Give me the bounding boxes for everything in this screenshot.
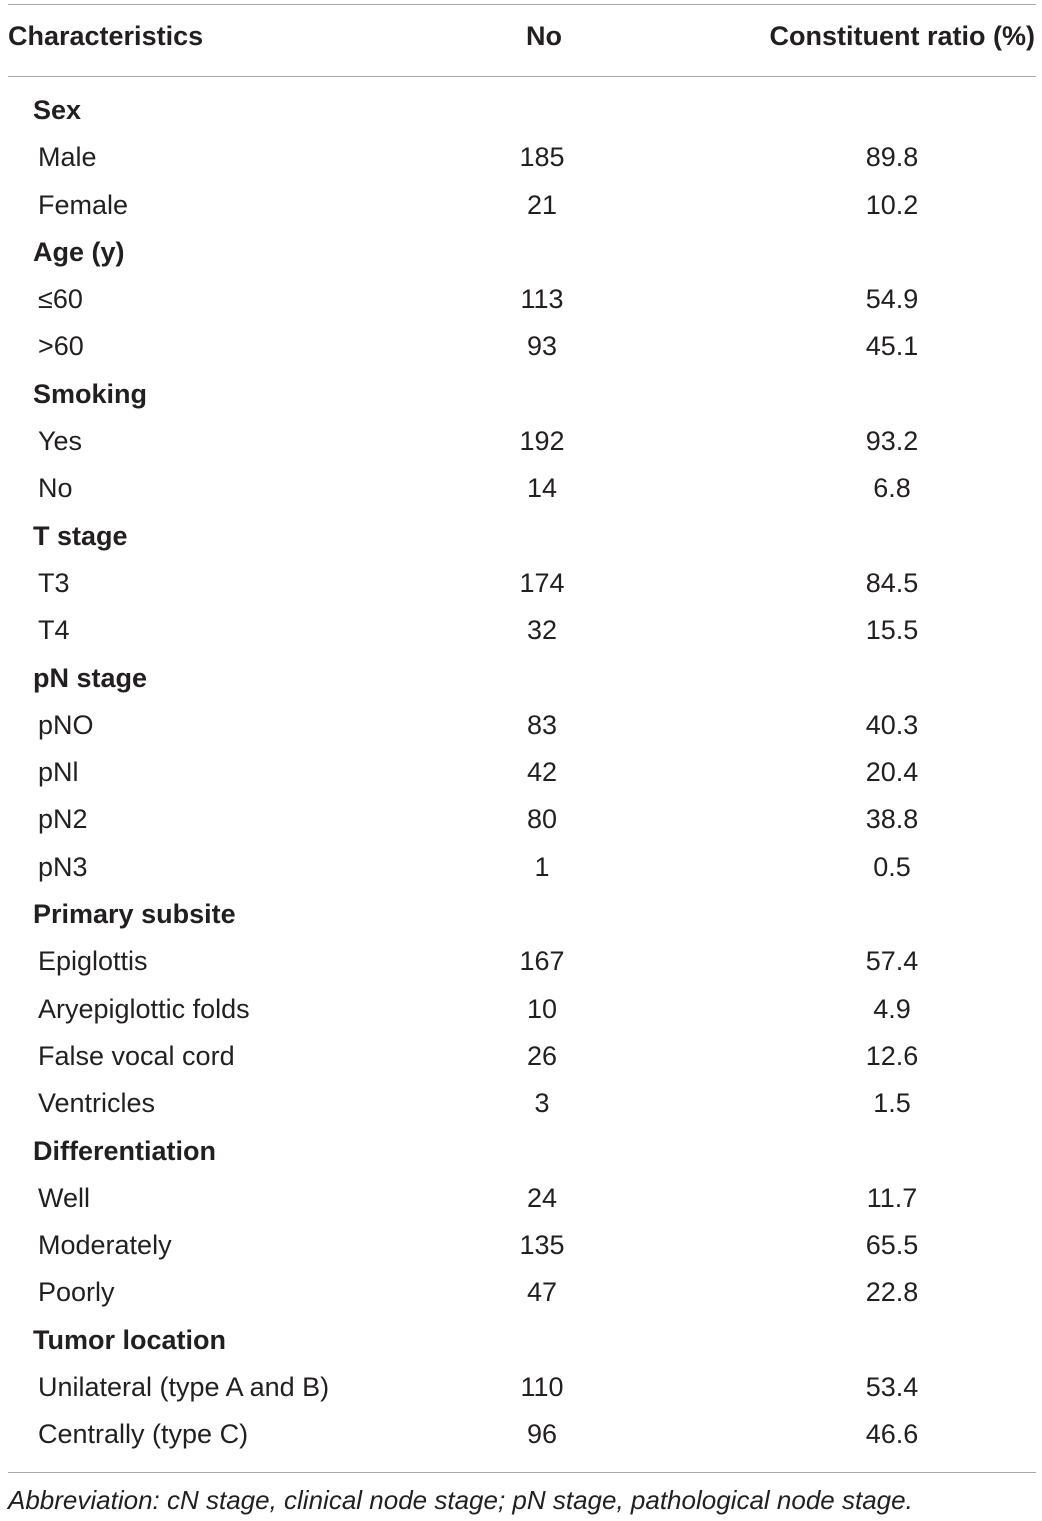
- row-label: Well: [38, 1182, 91, 1213]
- section-label: Tumor location: [33, 1324, 226, 1355]
- row-label: Female: [38, 189, 129, 220]
- cell-ratio: 12.6: [865, 1040, 919, 1071]
- row-label: pN2: [38, 804, 88, 835]
- table-footnote: Abbreviation: cN stage, clinical node stage; pN stage, pathological node stage.: [8, 1485, 913, 1515]
- row-label: Aryepiglottic folds: [38, 993, 250, 1024]
- table-section-row: [0, 231, 1042, 278]
- cell-ratio: 45.1: [865, 331, 919, 362]
- row-label: >60: [38, 331, 84, 362]
- row-label: Male: [38, 142, 97, 173]
- table-section-row: [0, 893, 1042, 940]
- table-top-rule: [8, 4, 1036, 5]
- cell-no: 110: [520, 1372, 564, 1403]
- cell-ratio: 40.3: [865, 709, 919, 740]
- row-label: T4: [38, 615, 70, 646]
- cell-no: 24: [526, 1182, 558, 1213]
- cell-ratio: 46.6: [865, 1419, 919, 1450]
- table-row: [0, 325, 1042, 372]
- cell-ratio: 11.7: [866, 1182, 918, 1213]
- row-label: No: [38, 473, 73, 504]
- section-label: Sex: [33, 95, 82, 125]
- table-section-row: [0, 89, 1042, 136]
- cell-ratio: 10.2: [865, 189, 919, 220]
- table-section-row: [0, 1130, 1042, 1177]
- cell-ratio: 0.5: [873, 851, 911, 882]
- table-row: [0, 798, 1042, 845]
- row-label: Centrally (type C): [38, 1419, 249, 1450]
- cell-ratio: 4.9: [873, 993, 911, 1024]
- cell-no: 96: [526, 1419, 558, 1450]
- table-bottom-rule: [8, 1472, 1036, 1473]
- cell-no: 42: [526, 757, 558, 788]
- header-no: No: [526, 21, 562, 51]
- table-row: [0, 751, 1042, 798]
- table-row: [0, 988, 1042, 1035]
- cell-no: 113: [520, 284, 564, 315]
- row-label: Unilateral (type A and B): [38, 1372, 330, 1403]
- cell-ratio: 22.8: [865, 1277, 919, 1308]
- section-label: Differentiation: [33, 1135, 217, 1166]
- cell-ratio: 6.8: [873, 473, 911, 504]
- row-label: pNO: [38, 709, 94, 740]
- section-label: pN stage: [33, 662, 148, 693]
- table-section-row: [0, 1319, 1042, 1366]
- header-characteristics: Characteristics: [8, 21, 204, 51]
- cell-no: 32: [526, 615, 558, 646]
- cell-ratio: 54.9: [865, 284, 919, 315]
- row-label: Poorly: [38, 1277, 115, 1308]
- table-section-row: [0, 515, 1042, 562]
- cell-no: 80: [526, 804, 558, 835]
- cell-ratio: 65.5: [865, 1230, 919, 1261]
- table-row: [0, 846, 1042, 893]
- table-section-row: [0, 657, 1042, 704]
- section-label: Primary subsite: [33, 899, 236, 930]
- table-row: [0, 184, 1042, 231]
- cell-no: 192: [519, 426, 565, 457]
- row-label: pNl: [38, 757, 79, 788]
- table-row: [0, 940, 1042, 987]
- cell-ratio: 89.8: [865, 142, 919, 173]
- cell-ratio: 84.5: [865, 567, 919, 598]
- cell-no: 14: [526, 473, 558, 504]
- table-row: [0, 609, 1042, 656]
- cell-ratio: 93.2: [865, 426, 919, 457]
- row-label: pN3: [38, 851, 88, 882]
- cell-no: 21: [526, 189, 558, 220]
- row-label: False vocal cord: [38, 1040, 235, 1071]
- cell-no: 135: [519, 1230, 565, 1261]
- row-label: Ventricles: [38, 1088, 156, 1119]
- table-row: [0, 1177, 1042, 1224]
- cell-no: 26: [526, 1040, 558, 1071]
- cell-ratio: 1.5: [873, 1088, 911, 1119]
- table-row: [0, 467, 1042, 514]
- cell-no: 185: [519, 142, 565, 173]
- cell-ratio: 57.4: [865, 946, 919, 977]
- table-section-row: [0, 373, 1042, 420]
- header-constituent-ratio: Constituent ratio (%): [769, 21, 1035, 51]
- table-row: [0, 1035, 1042, 1082]
- table-row: [0, 562, 1042, 609]
- cell-no: 10: [526, 993, 558, 1024]
- cell-no: 93: [526, 331, 558, 362]
- table-header-rule: [8, 76, 1036, 77]
- cell-no: 174: [519, 567, 565, 598]
- table-row: [0, 1366, 1042, 1413]
- row-label: Epiglottis: [38, 946, 148, 977]
- cell-no: 3: [534, 1088, 550, 1119]
- cell-ratio: 20.4: [865, 757, 919, 788]
- table-row: [0, 136, 1042, 183]
- cell-ratio: 15.5: [865, 615, 919, 646]
- section-label: T stage: [33, 520, 128, 551]
- table-row: [0, 1271, 1042, 1318]
- table-row: [0, 1082, 1042, 1129]
- cell-no: 167: [519, 946, 565, 977]
- section-label: Smoking: [33, 378, 148, 409]
- cell-ratio: 38.8: [865, 804, 919, 835]
- cell-no: 47: [526, 1277, 558, 1308]
- row-label: Moderately: [38, 1230, 172, 1261]
- cell-ratio: 53.4: [865, 1372, 919, 1403]
- section-label: Age (y): [33, 236, 125, 267]
- row-label: Yes: [38, 426, 83, 457]
- row-label: ≤60: [38, 284, 83, 315]
- table-row: [0, 704, 1042, 751]
- table-body: [0, 89, 1042, 1461]
- table-row: [0, 1413, 1042, 1460]
- table-row: [0, 278, 1042, 325]
- table-row: [0, 1224, 1042, 1271]
- table-row: [0, 420, 1042, 467]
- cell-no: 1: [534, 851, 550, 882]
- cell-no: 83: [526, 709, 558, 740]
- row-label: T3: [38, 567, 70, 598]
